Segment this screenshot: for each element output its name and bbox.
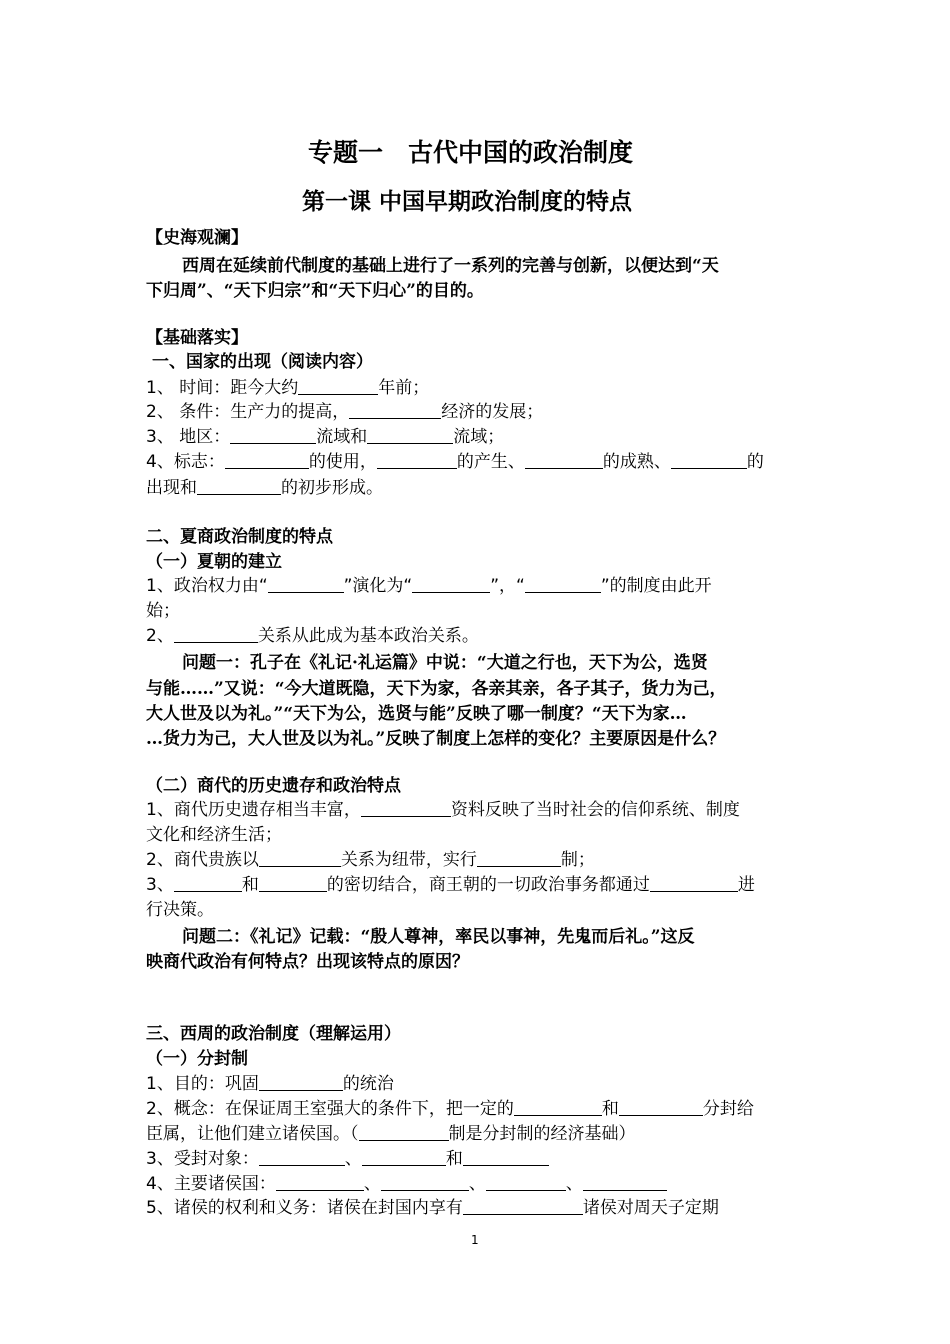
fill-item-rights: [146, 1196, 719, 1220]
item-text: 的统治: [342, 1074, 394, 1094]
item-text: 、: [565, 1174, 583, 1194]
answer-blank[interactable]: [671, 451, 747, 469]
answer-blank[interactable]: [197, 477, 281, 495]
intro-paragraph-line: 下归周”、“天下归宗”和“天下归心”的目的。: [146, 281, 484, 301]
item-text: 的成熟、: [602, 452, 671, 472]
answer-blank[interactable]: [619, 1098, 703, 1116]
item-text: 臣属，让他们建立诸侯国。（: [146, 1124, 359, 1144]
item-text: 和: [601, 1099, 619, 1119]
fill-item-states: [146, 1172, 667, 1196]
fill-item-concept: [146, 1097, 754, 1121]
item-text: 流域；: [453, 427, 505, 447]
item-text: 2、商代贵族以: [146, 850, 259, 870]
answer-blank[interactable]: [486, 1173, 566, 1191]
answer-blank[interactable]: [463, 1148, 549, 1166]
fill-item-nobles: [146, 848, 595, 872]
fill-item-signs-cont: [146, 476, 383, 500]
item-text: 2、: [146, 626, 174, 646]
section-heading-jichu: 【基础落实】: [146, 328, 248, 348]
item-text: 和: [241, 875, 259, 895]
fill-item-time: [146, 376, 429, 400]
answer-blank[interactable]: [362, 1148, 446, 1166]
answer-blank[interactable]: [259, 1073, 343, 1091]
answer-blank[interactable]: [412, 575, 490, 593]
answer-blank[interactable]: [259, 849, 341, 867]
subsection-heading-2: 二、夏商政治制度的特点: [146, 527, 333, 547]
answer-blank[interactable]: [361, 799, 451, 817]
item-text: 1、政治权力由“: [146, 576, 268, 596]
fill-item-concept-cont: [146, 1122, 636, 1146]
fill-item-purpose: [146, 1072, 394, 1096]
item-text: 年前；: [378, 378, 430, 398]
section-heading-shihai: 【史海观澜】: [146, 228, 248, 248]
answer-blank[interactable]: [377, 451, 457, 469]
page-number: 1: [471, 1233, 479, 1247]
item-text: 3、: [146, 875, 174, 895]
item-text: 进: [737, 875, 755, 895]
subsection-heading-3: 三、西周的政治制度（理解运用）: [146, 1024, 401, 1044]
item-text: 的: [746, 452, 764, 472]
fill-item-signs: [146, 450, 764, 474]
item-text: 的产生、: [456, 452, 525, 472]
item-text: 、: [468, 1174, 486, 1194]
answer-blank[interactable]: [381, 1173, 469, 1191]
answer-blank[interactable]: [276, 1173, 364, 1191]
fill-item-power-cont: 始；: [146, 601, 180, 621]
fill-item-decision-cont: 行决策。: [146, 900, 214, 920]
subsection-heading-1: 一、国家的出现（阅读内容）: [152, 352, 373, 372]
question-two-line: 问题二：《礼记》记载：“殷人尊神，率民以事神，先鬼而后礼。”这反: [182, 927, 695, 947]
answer-blank[interactable]: [359, 1123, 449, 1141]
item-text: 制是分封制的经济基础）: [448, 1124, 636, 1144]
item-text: 5、诸侯的权利和义务：诸侯在封国内享有: [146, 1198, 463, 1218]
item-text: 关系为纽带，实行: [340, 850, 477, 870]
question-one-line: 与能……”又说：“今大道既隐，天下为家，各亲其亲，各子其子，货力为己，: [146, 679, 727, 699]
item-text: 3、 地区：: [146, 427, 231, 447]
item-text: 关系从此成为基本政治关系。: [257, 626, 479, 646]
fill-item-relics: [146, 798, 740, 822]
answer-blank[interactable]: [259, 1148, 345, 1166]
item-text: 3、受封对象：: [146, 1149, 259, 1169]
item-text: 的密切结合，商王朝的一切政治事务都通过: [326, 875, 650, 895]
question-one-line: 大人世及以为礼。”“天下为公，选贤与能”反映了哪一制度？“天下为家…: [146, 704, 687, 724]
lesson-title: 第一课 中国早期政治制度的特点: [302, 189, 633, 215]
item-text: 1、商代历史遗存相当丰富，: [146, 800, 361, 820]
fill-item-power: [146, 574, 712, 598]
item-text: 出现和: [146, 478, 197, 498]
answer-blank[interactable]: [349, 401, 441, 419]
fill-item-recipients: [146, 1147, 549, 1171]
answer-blank[interactable]: [268, 575, 344, 593]
answer-blank[interactable]: [525, 575, 601, 593]
answer-blank[interactable]: [463, 1197, 583, 1215]
item-text: 流域和: [316, 427, 368, 447]
answer-blank[interactable]: [367, 426, 453, 444]
fill-item-region: [146, 425, 504, 449]
answer-blank[interactable]: [259, 874, 327, 892]
answer-blank[interactable]: [525, 451, 603, 469]
item-text: 4、标志：: [146, 452, 225, 472]
item-text: 1、目的：巩固: [146, 1074, 259, 1094]
item-text: 经济的发展；: [441, 402, 544, 422]
intro-paragraph-line: 西周在延续前代制度的基础上进行了一系列的完善与创新，以便达到“天: [182, 256, 719, 276]
item-text: 诸侯对周天子定期: [582, 1198, 719, 1218]
question-one-line: …货力为己，大人世及以为礼。”反映了制度上怎样的变化？主要原因是什么？: [146, 729, 726, 749]
fill-item-relics-cont: 文化和经济生活；: [146, 825, 282, 845]
item-text: ”的制度由此开: [600, 576, 712, 596]
item-text: 制；: [560, 850, 595, 870]
item-text: 资料反映了当时社会的信仰系统、制度: [450, 800, 740, 820]
item-text: ”，“: [490, 576, 525, 596]
item-text: 4、主要诸侯国：: [146, 1174, 276, 1194]
answer-blank[interactable]: [174, 874, 242, 892]
answer-blank[interactable]: [514, 1098, 602, 1116]
item-text: 、: [344, 1149, 362, 1169]
fill-item-condition: [146, 400, 543, 424]
item-text: 、: [363, 1174, 381, 1194]
answer-blank[interactable]: [230, 426, 316, 444]
item-text: 的使用，: [308, 452, 377, 472]
sub-heading-xia: （一）夏朝的建立: [146, 552, 282, 572]
question-two-line: 映商代政治有何特点？出现该特点的原因？: [146, 952, 469, 972]
answer-blank[interactable]: [650, 874, 738, 892]
fill-item-decision: [146, 873, 755, 897]
item-text: 2、概念：在保证周王室强大的条件下，把一定的: [146, 1099, 514, 1119]
sub-heading-shang: （二）商代的历史遗存和政治特点: [146, 776, 401, 796]
item-text: ”演化为“: [343, 576, 413, 596]
answer-blank[interactable]: [225, 451, 309, 469]
question-one-line: 问题一：孔子在《礼记·礼运篇》中说：“大道之行也，天下为公，选贤: [182, 653, 708, 673]
answer-blank[interactable]: [583, 1173, 667, 1191]
sub-heading-fenfeng: （一）分封制: [146, 1049, 248, 1069]
fill-item-relation: [146, 624, 479, 648]
item-text: 分封给: [702, 1099, 754, 1119]
answer-blank[interactable]: [298, 377, 378, 395]
item-text: 1、 时间：距今大约: [146, 378, 299, 398]
document-title: 专题一 古代中国的政治制度: [308, 138, 634, 167]
item-text: 2、 条件：生产力的提高，: [146, 402, 350, 422]
item-text: 和: [445, 1149, 463, 1169]
answer-blank[interactable]: [174, 625, 258, 643]
answer-blank[interactable]: [477, 849, 561, 867]
item-text: 的初步形成。: [281, 478, 383, 498]
